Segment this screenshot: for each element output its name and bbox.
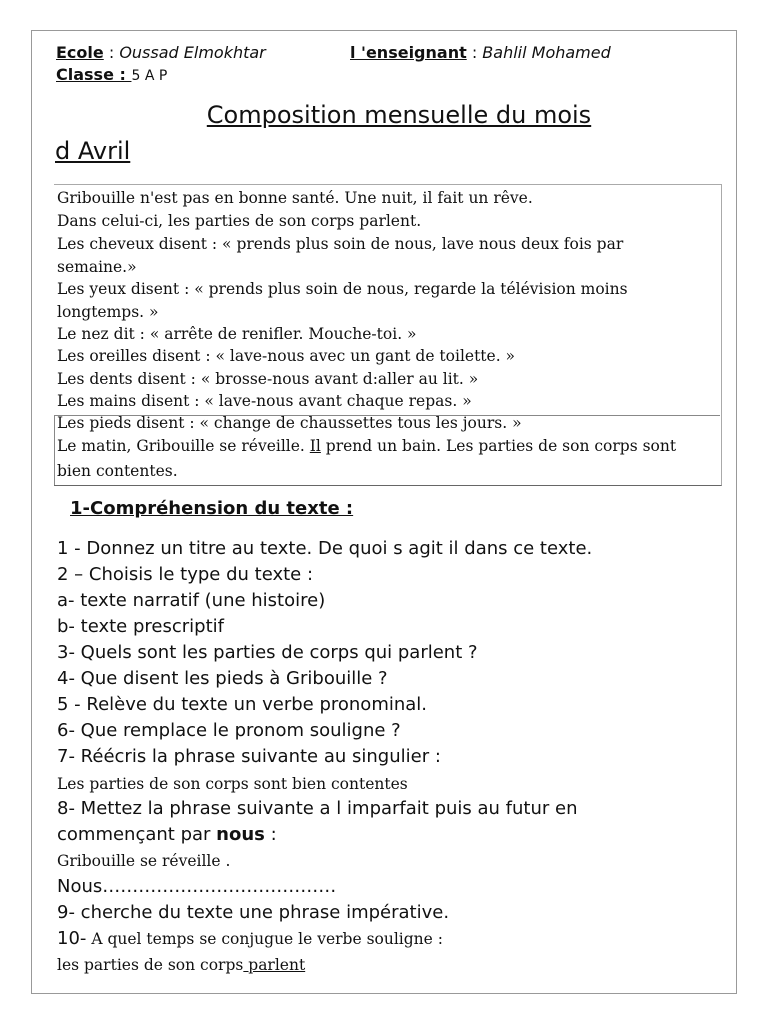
question-6: 6- Que remplace le pronom souligne ?	[57, 720, 401, 741]
question-5: 5 - Relève du texte un verbe pronominal.	[57, 694, 428, 715]
text-line: longtemps. »	[57, 303, 159, 321]
bold-nous: nous	[216, 824, 265, 845]
text-line-last: Le matin, Gribouille se réveille. Il prend un bain. Les parties de son corps sont	[57, 437, 677, 455]
question-8-sentence: Gribouille se réveille .	[57, 852, 231, 870]
question-2: 2 – Choisis le type du texte :	[57, 564, 314, 585]
question-7-sentence: Les parties de son corps sont bien contentes	[57, 775, 408, 793]
underlined-verb: parlent	[243, 956, 306, 974]
reading-text-box	[54, 184, 722, 486]
school-sep: :	[103, 43, 120, 62]
class-line	[56, 65, 167, 86]
question-2b: b- texte prescriptif	[57, 616, 224, 637]
question-2a: a- texte narratif (une histoire)	[57, 590, 326, 611]
text-line: Les pieds disent : « change de chaussettes tous les jours. »	[57, 414, 522, 432]
text-left-border	[54, 415, 55, 485]
page-title-line1: Composition mensuelle du mois	[206, 101, 592, 129]
question-9: 9- cherche du texte une phrase impérative.	[57, 902, 450, 923]
text-line: Les cheveux disent : « prends plus soin de nous, lave nous deux fois par	[57, 235, 624, 253]
question-10: 10- A quel temps se conjugue le verbe souligne :	[57, 928, 443, 949]
question-3: 3- Quels sont les parties de corps qui parlent ?	[57, 642, 478, 663]
school-label: Ecole	[56, 43, 104, 62]
question-8-line2: commençant par nous :	[57, 824, 277, 845]
text-line: Les oreilles disent : « lave-nous avec un gant de toilette. »	[57, 347, 516, 365]
question-7: 7- Réécris la phrase suivante au singulier :	[57, 746, 441, 767]
text-line: bien contentes.	[57, 462, 178, 480]
question-8-line1: 8- Mettez la phrase suivante a l imparfait puis au futur en	[57, 798, 578, 819]
question-10-sentence: les parties de son corps parlent	[57, 956, 306, 974]
question-1: 1 - Donnez un titre au texte. De quoi s agit il dans ce texte.	[57, 538, 593, 559]
text-line: Gribouille n'est pas en bonne santé. Une nuit, il fait un rêve.	[57, 189, 533, 207]
teacher-line	[350, 43, 611, 63]
school-line	[56, 43, 266, 63]
text-line: Les mains disent : « lave-nous avant chaque repas. »	[57, 392, 472, 410]
text-line: Le nez dit : « arrête de renifler. Mouche-toi. »	[57, 325, 417, 343]
class-value: 5 A P	[131, 68, 168, 84]
question-8-answer-line: Nous…………………………………	[57, 876, 337, 897]
text-line: Dans celui-ci, les parties de son corps parlent.	[57, 212, 422, 230]
teacher-label: l 'enseignant	[350, 43, 467, 62]
underlined-pronoun: Il	[309, 437, 321, 455]
school-name: Oussad Elmokhtar	[119, 43, 266, 62]
page-title-line2: d Avril	[55, 137, 131, 165]
text-line: Les dents disent : « brosse-nous avant d:aller au lit. »	[57, 370, 479, 388]
text-line: semaine.»	[57, 258, 137, 276]
section-heading: 1-Compréhension du texte :	[70, 498, 354, 519]
teacher-name: Bahlil Mohamed	[482, 43, 611, 62]
worksheet-page	[31, 30, 737, 994]
question-4: 4- Que disent les pieds à Gribouille ?	[57, 668, 388, 689]
class-label: Classe :	[56, 65, 132, 84]
text-line: Les yeux disent : « prends plus soin de nous, regarde la télévision moins	[57, 280, 628, 298]
teacher-sep: :	[466, 43, 483, 62]
